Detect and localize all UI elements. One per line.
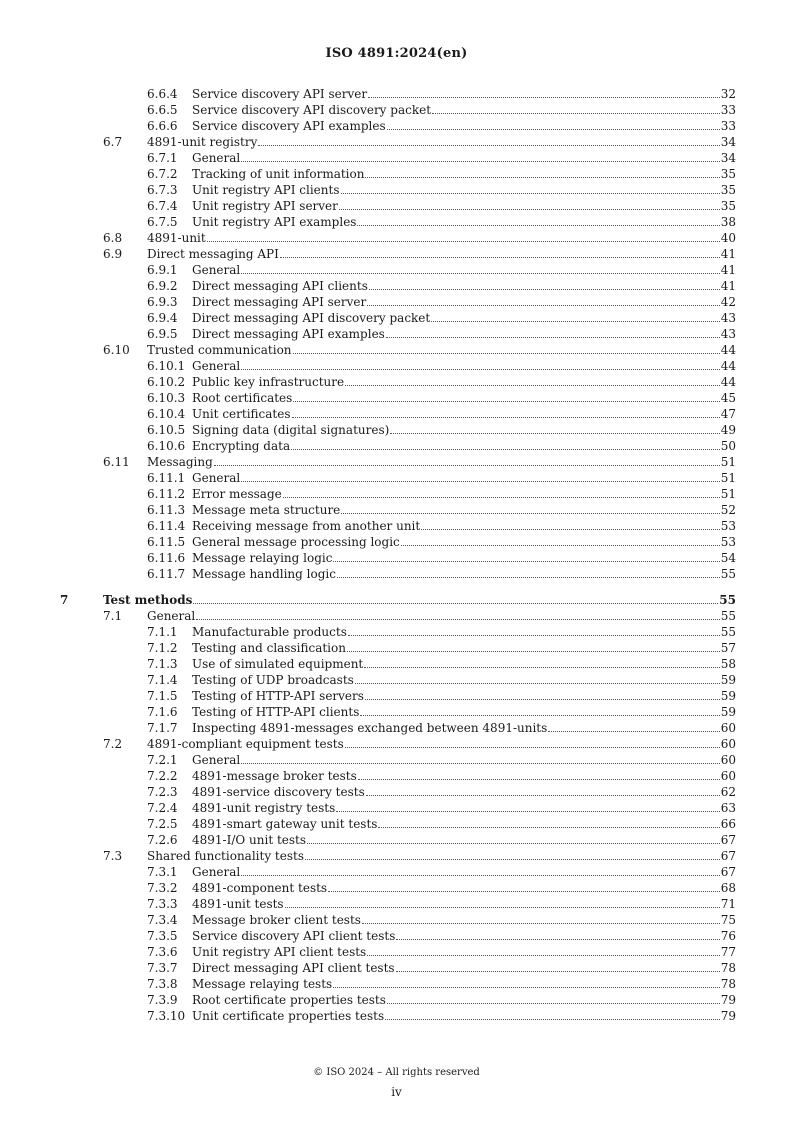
- toc-entry-number: 6.7.5: [147, 215, 178, 229]
- toc-entry-title: Use of simulated equipment: [192, 657, 364, 671]
- toc-entry-number: 6.9: [103, 247, 123, 261]
- dot-leader: [241, 264, 719, 274]
- toc-entry-title: 4891-component tests: [192, 881, 328, 895]
- toc-entry[interactable]: [0, 406, 793, 422]
- toc-entry-number: 7.2.2: [147, 769, 178, 783]
- toc-entry[interactable]: [0, 704, 793, 720]
- dot-leader: [341, 504, 719, 514]
- toc-entry-number: 6.7: [103, 135, 123, 149]
- toc-entry[interactable]: [0, 182, 793, 198]
- toc-entry-title: Root certificate properties tests: [192, 993, 386, 1007]
- toc-entry-title: Public key infrastructure: [192, 375, 345, 389]
- toc-entry[interactable]: [0, 592, 793, 608]
- toc-entry-title: Service discovery API examples: [192, 119, 386, 133]
- toc-entry-page: 60: [720, 769, 736, 783]
- toc-entry-title: 4891-compliant equipment tests: [147, 737, 344, 751]
- dot-leader: [214, 456, 720, 466]
- dot-leader: [280, 248, 720, 258]
- dot-leader: [333, 552, 719, 562]
- toc-entry-title: 4891-smart gateway unit tests: [192, 817, 378, 831]
- toc-entry[interactable]: [0, 656, 793, 672]
- toc-entry-number: 7.3.4: [147, 913, 178, 927]
- toc-entry-title: Root certificates: [192, 391, 293, 405]
- toc-entry[interactable]: [0, 486, 793, 502]
- toc-entry-title: 4891-message broker tests: [192, 769, 357, 783]
- toc-entry-page: 52: [720, 503, 736, 517]
- toc-entry-page: 41: [720, 263, 736, 277]
- toc-entry-number: 7.3: [103, 849, 123, 863]
- toc-entry-title: Message broker client tests: [192, 913, 361, 927]
- toc-entry-title: Direct messaging API client tests: [192, 961, 395, 975]
- toc-entry[interactable]: [0, 672, 793, 688]
- toc-entry-title: Direct messaging API: [147, 247, 279, 261]
- toc-entry[interactable]: [0, 438, 793, 454]
- toc-entry[interactable]: [0, 640, 793, 656]
- toc-entry-page: 44: [720, 359, 736, 373]
- dot-leader: [341, 184, 720, 194]
- toc-entry-page: 55: [720, 625, 736, 639]
- document-header: ISO 4891:2024(en): [325, 46, 468, 61]
- dot-leader: [367, 946, 720, 956]
- toc-entry-page: 42: [720, 295, 736, 309]
- toc-entry-title: Unit certificates: [192, 407, 291, 421]
- toc-entry-title: General: [192, 471, 241, 485]
- toc-entry-number: 7.2.6: [147, 833, 178, 847]
- toc-entry[interactable]: [0, 310, 793, 326]
- toc-entry-title: Unit registry API server: [192, 199, 338, 213]
- toc-entry-number: 7.2.5: [147, 817, 178, 831]
- toc-entry-page: 51: [720, 471, 736, 485]
- toc-entry-number: 6.6.5: [147, 103, 178, 117]
- dot-leader: [339, 200, 720, 210]
- toc-entry-title: General: [192, 865, 241, 879]
- toc-entry-number: 6.11.4: [147, 519, 186, 533]
- toc-entry-page: 43: [720, 311, 736, 325]
- toc-entry-page: 68: [720, 881, 736, 895]
- toc-entry-title: Tracking of unit information: [192, 167, 365, 181]
- dot-leader: [305, 850, 720, 860]
- toc-entry[interactable]: [0, 294, 793, 310]
- toc-entry-number: 6.10.5: [147, 423, 186, 437]
- dot-leader: [345, 738, 720, 748]
- dot-leader: [365, 690, 720, 700]
- dot-leader: [337, 568, 720, 578]
- toc-entry[interactable]: [0, 390, 793, 406]
- toc-entry-title: Message meta structure: [192, 503, 341, 517]
- toc-entry[interactable]: [0, 358, 793, 374]
- toc-entry-title: Manufacturable products: [192, 625, 347, 639]
- toc-entry-page: 50: [720, 439, 736, 453]
- toc-entry[interactable]: [0, 880, 793, 896]
- toc-entry-number: 7.2.3: [147, 785, 178, 799]
- toc-entry[interactable]: [0, 102, 793, 118]
- toc-entry-title: Direct messaging API examples: [192, 327, 385, 341]
- toc-entry-page: 63: [720, 801, 736, 815]
- toc-entry-number: 6.10.1: [147, 359, 186, 373]
- toc-entry-page: 34: [720, 151, 736, 165]
- toc-entry-title: Test methods: [103, 593, 193, 607]
- toc-entry-title: Message handling logic: [192, 567, 336, 581]
- toc-entry-page: 47: [720, 407, 736, 421]
- toc-entry[interactable]: [0, 534, 793, 550]
- toc-entry[interactable]: [0, 454, 793, 470]
- toc-entry-title: 4891-unit: [147, 231, 206, 245]
- dot-leader: [387, 994, 720, 1004]
- toc-entry-page: 79: [720, 993, 736, 1007]
- toc-entry-title: Error message: [192, 487, 282, 501]
- dot-leader: [333, 978, 720, 988]
- toc-entry-title: Inspecting 4891-messages exchanged between 4891-units: [192, 721, 548, 735]
- toc-entry-page: 49: [720, 423, 736, 437]
- toc-entry[interactable]: [0, 768, 793, 784]
- dot-leader: [369, 280, 720, 290]
- toc-entry-title: Service discovery API discovery packet: [192, 103, 432, 117]
- dot-leader: [285, 898, 720, 908]
- toc-entry-title: Direct messaging API server: [192, 295, 367, 309]
- dot-leader: [307, 834, 720, 844]
- dot-leader: [401, 536, 720, 546]
- toc-entry-number: 6.11.5: [147, 535, 186, 549]
- dot-leader: [348, 626, 720, 636]
- toc-entry-title: Messaging: [147, 455, 213, 469]
- toc-entry-title: 4891-unit registry tests: [192, 801, 336, 815]
- toc-entry-page: 55: [719, 593, 736, 607]
- toc-entry-number: 7.3.5: [147, 929, 178, 943]
- toc-entry-number: 7.3.2: [147, 881, 178, 895]
- toc-entry[interactable]: [0, 816, 793, 832]
- toc-entry[interactable]: [0, 800, 793, 816]
- dot-leader: [196, 610, 719, 620]
- toc-entry-number: 7.3.9: [147, 993, 178, 1007]
- toc-entry[interactable]: [0, 214, 793, 230]
- dot-leader: [431, 312, 719, 322]
- toc-entry-title: General: [192, 263, 241, 277]
- dot-leader: [241, 472, 719, 482]
- dot-leader: [293, 392, 719, 402]
- toc-entry[interactable]: [0, 246, 793, 262]
- toc-entry-page: 67: [720, 849, 736, 863]
- dot-leader: [366, 786, 720, 796]
- toc-entry-title: Testing and classification: [192, 641, 346, 655]
- toc-entry[interactable]: [0, 896, 793, 912]
- toc-entry[interactable]: [0, 374, 793, 390]
- toc-entry-title: Unit registry API client tests: [192, 945, 367, 959]
- dot-leader: [241, 152, 719, 162]
- toc-entry-page: 78: [720, 977, 736, 991]
- toc-entry-title: Testing of HTTP-API servers: [192, 689, 364, 703]
- toc-entry[interactable]: [0, 86, 793, 102]
- toc-entry-number: 6.9.3: [147, 295, 178, 309]
- dot-leader: [387, 120, 720, 130]
- toc-entry-number: 6.10.3: [147, 391, 186, 405]
- toc-entry[interactable]: [0, 992, 793, 1008]
- toc-entry-number: 7.1.4: [147, 673, 178, 687]
- toc-entry-title: Testing of HTTP-API clients: [192, 705, 360, 719]
- toc-entry-number: 7.3.6: [147, 945, 178, 959]
- toc-entry-page: 58: [720, 657, 736, 671]
- dot-leader: [293, 344, 720, 354]
- dot-leader: [347, 642, 720, 652]
- toc-entry-title: General: [147, 609, 196, 623]
- toc-entry-page: 60: [720, 753, 736, 767]
- toc-entry[interactable]: [0, 262, 793, 278]
- toc-entry[interactable]: [0, 752, 793, 768]
- toc-entry-title: 4891-I/O unit tests: [192, 833, 307, 847]
- toc-entry-page: 32: [720, 87, 736, 101]
- dot-leader: [292, 408, 720, 418]
- toc-entry-page: 62: [720, 785, 736, 799]
- toc-entry-number: 6.11.2: [147, 487, 186, 501]
- toc-entry-page: 44: [720, 343, 736, 357]
- toc-entry-number: 6.10.4: [147, 407, 186, 421]
- dot-leader: [358, 770, 720, 780]
- toc-entry-number: 7.3.7: [147, 961, 178, 975]
- toc-entry[interactable]: [0, 518, 793, 534]
- toc-entry-number: 6.6.4: [147, 87, 178, 101]
- toc-entry-title: Unit certificate properties tests: [192, 1009, 385, 1023]
- toc-entry-number: 7: [60, 593, 69, 607]
- toc-entry-number: 6.7.1: [147, 151, 178, 165]
- toc-entry-page: 59: [720, 673, 736, 687]
- dot-leader: [432, 104, 720, 114]
- toc-entry[interactable]: [0, 864, 793, 880]
- toc-entry-page: 66: [720, 817, 736, 831]
- dot-leader: [364, 658, 719, 668]
- toc-entry-page: 43: [720, 327, 736, 341]
- toc-entry[interactable]: [0, 720, 793, 736]
- toc-entry-page: 79: [720, 1009, 736, 1023]
- dot-leader: [345, 376, 720, 386]
- toc-entry-title: Signing data (digital signatures): [192, 423, 390, 437]
- toc-entry-title: Encrypting data: [192, 439, 291, 453]
- toc-entry-title: 4891-unit tests: [192, 897, 284, 911]
- toc-entry-page: 35: [720, 167, 736, 181]
- toc-entry-page: 57: [720, 641, 736, 655]
- dot-leader: [355, 674, 720, 684]
- toc-entry[interactable]: [0, 912, 793, 928]
- toc-entry-number: 6.9.1: [147, 263, 178, 277]
- dot-leader: [390, 424, 719, 434]
- toc-entry-page: 51: [720, 455, 736, 469]
- toc-entry-number: 6.7.3: [147, 183, 178, 197]
- toc-entry-number: 6.7.4: [147, 199, 178, 213]
- toc-entry[interactable]: [0, 502, 793, 518]
- dot-leader: [241, 866, 719, 876]
- toc-entry-number: 6.6.6: [147, 119, 178, 133]
- toc-entry-number: 6.11.1: [147, 471, 186, 485]
- toc-entry-page: 40: [720, 231, 736, 245]
- toc-entry-number: 6.10.2: [147, 375, 186, 389]
- dot-leader: [193, 594, 718, 604]
- toc-entry-page: 77: [720, 945, 736, 959]
- dot-leader: [421, 520, 720, 530]
- dot-leader: [362, 914, 720, 924]
- toc-entry-page: 38: [720, 215, 736, 229]
- toc-entry-page: 33: [720, 103, 736, 117]
- toc-entry-number: 6.7.2: [147, 167, 178, 181]
- toc-entry[interactable]: [0, 230, 793, 246]
- toc-entry-number: 6.11.6: [147, 551, 186, 565]
- toc-entry[interactable]: [0, 326, 793, 342]
- toc-entry-page: 54: [720, 551, 736, 565]
- toc-entry-title: Message relaying logic: [192, 551, 333, 565]
- toc-entry[interactable]: [0, 550, 793, 566]
- toc-entry-title: Unit registry API examples: [192, 215, 357, 229]
- toc-entry-page: 35: [720, 199, 736, 213]
- toc-entry-title: Trusted communication: [147, 343, 292, 357]
- toc-entry[interactable]: [0, 960, 793, 976]
- toc-entry-number: 6.10.6: [147, 439, 186, 453]
- toc-entry-page: 60: [720, 737, 736, 751]
- toc-entry[interactable]: [0, 1008, 793, 1024]
- toc-entry-title: Direct messaging API clients: [192, 279, 368, 293]
- toc-entry-number: 6.9.2: [147, 279, 178, 293]
- dot-leader: [291, 440, 720, 450]
- dot-leader: [385, 1010, 720, 1020]
- toc-entry-title: Message relaying tests: [192, 977, 333, 991]
- toc-entry-page: 45: [720, 391, 736, 405]
- toc-entry-page: 67: [720, 865, 736, 879]
- dot-leader: [283, 488, 720, 498]
- toc-entry-title: Unit registry API clients: [192, 183, 340, 197]
- toc-entry-number: 7.3.3: [147, 897, 178, 911]
- toc-entry[interactable]: [0, 944, 793, 960]
- toc-entry[interactable]: [0, 688, 793, 704]
- dot-leader: [396, 930, 719, 940]
- toc-entry[interactable]: [0, 976, 793, 992]
- toc-entry[interactable]: [0, 928, 793, 944]
- toc-entry[interactable]: [0, 832, 793, 848]
- dot-leader: [360, 706, 719, 716]
- toc-entry[interactable]: [0, 608, 793, 624]
- toc-entry[interactable]: [0, 342, 793, 358]
- toc-entry-title: Testing of UDP broadcasts: [192, 673, 354, 687]
- toc-entry-number: 6.8: [103, 231, 123, 245]
- toc-entry-number: 7.1.5: [147, 689, 178, 703]
- toc-entry-page: 44: [720, 375, 736, 389]
- toc-entry-number: 7.1.2: [147, 641, 178, 655]
- dot-leader: [548, 722, 719, 732]
- toc-entry-page: 59: [720, 705, 736, 719]
- toc-entry-title: Shared functionality tests: [147, 849, 304, 863]
- toc-entry-number: 6.10: [103, 343, 130, 357]
- toc-entry-number: 6.11.7: [147, 567, 186, 581]
- toc-entry-page: 53: [720, 519, 736, 533]
- toc-entry[interactable]: [0, 150, 793, 166]
- toc-entry[interactable]: [0, 848, 793, 864]
- toc-entry-title: 4891-unit registry: [147, 135, 258, 149]
- toc-entry-title: Service discovery API client tests: [192, 929, 396, 943]
- toc-entry-number: 7.1.6: [147, 705, 178, 719]
- toc-entry-page: 51: [720, 487, 736, 501]
- toc-entry[interactable]: [0, 470, 793, 486]
- toc-entry-title: Direct messaging API discovery packet: [192, 311, 431, 325]
- toc-entry-page: 55: [720, 609, 736, 623]
- toc-entry[interactable]: [0, 166, 793, 182]
- toc-entry-page: 34: [720, 135, 736, 149]
- toc-entry-title: Service discovery API server: [192, 87, 368, 101]
- toc-entry-page: 71: [720, 897, 736, 911]
- toc-entry-number: 6.9.5: [147, 327, 178, 341]
- toc-entry-page: 76: [720, 929, 736, 943]
- dot-leader: [365, 168, 719, 178]
- toc-entry-number: 7.3.1: [147, 865, 178, 879]
- toc-entry-number: 7.3.10: [147, 1009, 186, 1023]
- toc-entry-page: 60: [720, 721, 736, 735]
- toc-entry-title: 4891-service discovery tests: [192, 785, 365, 799]
- dot-leader: [241, 754, 719, 764]
- toc-entry-page: 33: [720, 119, 736, 133]
- toc-entry-number: 6.11: [103, 455, 130, 469]
- dot-leader: [258, 136, 719, 146]
- toc-entry[interactable]: [0, 134, 793, 150]
- toc-entry[interactable]: [0, 198, 793, 214]
- toc-entry-page: 67: [720, 833, 736, 847]
- dot-leader: [328, 882, 720, 892]
- copyright-notice: © ISO 2024 – All rights reserved: [313, 1067, 480, 1078]
- toc-entry-title: General: [192, 359, 241, 373]
- toc-entry-title: Receiving message from another unit: [192, 519, 421, 533]
- toc-entry-page: 53: [720, 535, 736, 549]
- toc-entry-number: 7.1: [103, 609, 123, 623]
- dot-leader: [368, 88, 720, 98]
- toc-entry[interactable]: [0, 566, 793, 582]
- toc-entry-page: 41: [720, 279, 736, 293]
- toc-entry-number: 6.11.3: [147, 503, 186, 517]
- toc-entry-page: 75: [720, 913, 736, 927]
- toc-entry[interactable]: [0, 624, 793, 640]
- toc-entry[interactable]: [0, 422, 793, 438]
- page-number: iv: [391, 1085, 402, 1099]
- toc-entry-title: General message processing logic: [192, 535, 400, 549]
- dot-leader: [378, 818, 719, 828]
- dot-leader: [367, 296, 719, 306]
- toc-entry[interactable]: [0, 784, 793, 800]
- toc-entry-title: General: [192, 151, 241, 165]
- toc-entry-page: 35: [720, 183, 736, 197]
- toc-entry[interactable]: [0, 118, 793, 134]
- toc-entry-number: 6.9.4: [147, 311, 178, 325]
- toc-entry-number: 7.1.7: [147, 721, 178, 735]
- dot-leader: [357, 216, 719, 226]
- toc-entry-page: 55: [720, 567, 736, 581]
- toc-entry-number: 7.2: [103, 737, 123, 751]
- toc-entry[interactable]: [0, 736, 793, 752]
- toc-entry-page: 59: [720, 689, 736, 703]
- dot-leader: [396, 962, 720, 972]
- toc-entry-number: 7.1.1: [147, 625, 178, 639]
- dot-leader: [241, 360, 719, 370]
- toc-entry-page: 41: [720, 247, 736, 261]
- dot-leader: [207, 232, 720, 242]
- toc-entry-title: General: [192, 753, 241, 767]
- toc-entry-number: 7.2.4: [147, 801, 178, 815]
- toc-entry-page: 78: [720, 961, 736, 975]
- toc-entry[interactable]: [0, 278, 793, 294]
- toc-entry-number: 7.2.1: [147, 753, 178, 767]
- toc-entry-number: 7.3.8: [147, 977, 178, 991]
- dot-leader: [386, 328, 720, 338]
- toc-entry-number: 7.1.3: [147, 657, 178, 671]
- dot-leader: [336, 802, 719, 812]
